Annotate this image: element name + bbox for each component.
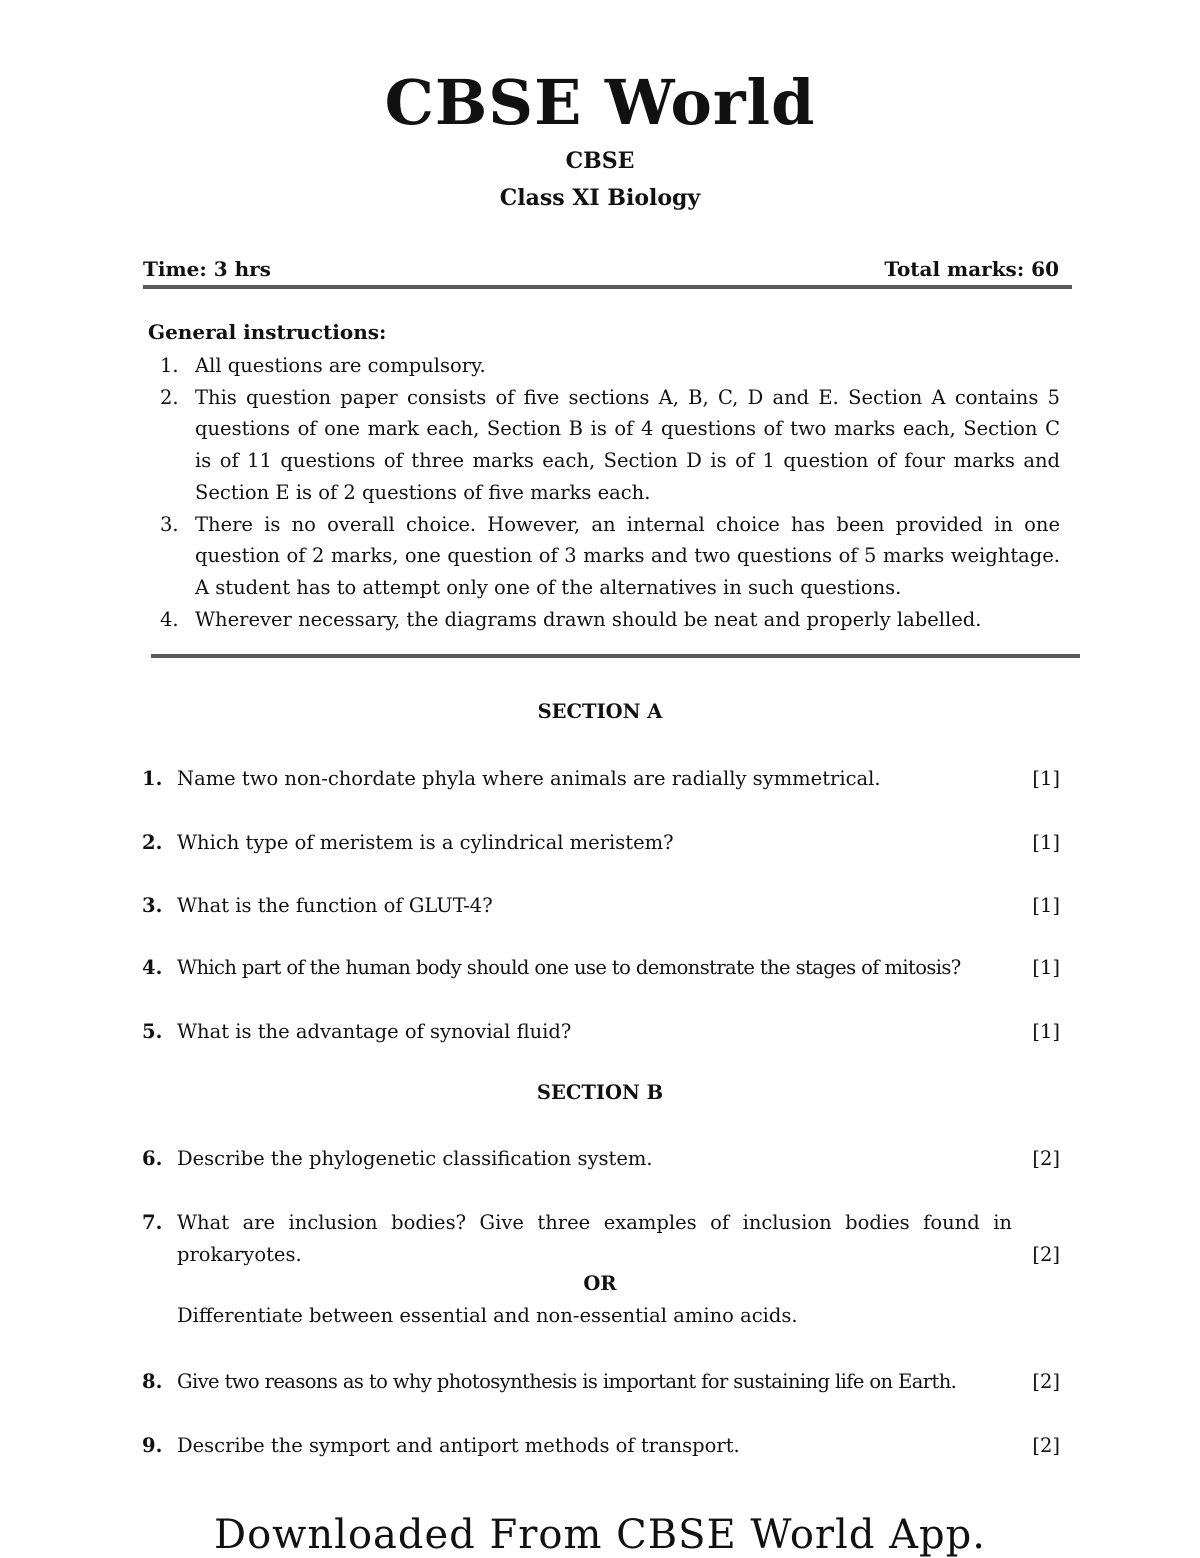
question-marks: [1] (1032, 956, 1060, 979)
instruction-number: 4. (160, 607, 179, 631)
question-marks: [1] (1032, 831, 1060, 854)
question-marks: [2] (1032, 1147, 1060, 1170)
divider (143, 285, 1072, 289)
instruction-text: Wherever necessary, the diagrams drawn should be neat and properly labelled. (195, 607, 982, 631)
question-text: Which type of meristem is a cylindrical meristem? (177, 831, 674, 854)
question-number: 6. (142, 1147, 163, 1170)
instruction-item (158, 382, 1060, 509)
instructions-title: General instructions: (148, 320, 387, 344)
instruction-text: This question paper consists of five sections A, B, C, D and E. Section A contains 5 questions of one mark each, Section B is of 4 questions of two marks each, Section C is of 11 questions of three marks each, Section D is of 1 question of four marks and Section E is of 2 questions of five marks each. (195, 385, 1060, 504)
question-marks: [2] (1032, 1434, 1060, 1457)
question-text: What are inclusion bodies? Give three examples of inclusion bodies found in prokaryotes. (177, 1211, 1012, 1266)
question-item (142, 827, 1060, 859)
instructions-list (158, 350, 1060, 635)
question-item (142, 890, 1060, 922)
time-label: Time: 3 hrs (143, 257, 271, 281)
question-text: Give two reasons as to why photosynthesis is important for sustaining life on Earth. (177, 1370, 957, 1393)
instruction-text: All questions are compulsory. (195, 354, 486, 377)
section-a-heading: SECTION A (537, 700, 663, 723)
board-name: CBSE (565, 148, 635, 174)
question-number: 1. (142, 767, 163, 790)
question-marks: [1] (1032, 767, 1060, 790)
question-item (142, 1430, 1060, 1462)
instruction-item (158, 509, 1060, 604)
question-item (142, 1366, 1060, 1398)
subject-title: Class XI Biology (499, 185, 701, 211)
question-number: 9. (142, 1434, 163, 1457)
question-number: 3. (142, 894, 163, 917)
question-text: What is the function of GLUT-4? (177, 894, 493, 917)
question-item (142, 952, 1060, 984)
alternative-question-text: Differentiate between essential and non-essential amino acids. (177, 1304, 798, 1327)
download-footer: Downloaded From CBSE World App. (214, 1512, 986, 1558)
question-text: Describe the symport and antiport methods of transport. (177, 1434, 740, 1457)
question-marks: [2] (1032, 1243, 1060, 1266)
instruction-item (158, 604, 1060, 636)
question-text: Name two non-chordate phyla where animals are radially symmetrical. (177, 767, 881, 790)
instruction-item (158, 350, 1060, 382)
question-text: Describe the phylogenetic classification system. (177, 1147, 653, 1170)
exam-meta (143, 257, 1059, 281)
question-item (142, 763, 1060, 795)
instruction-number: 2. (160, 385, 179, 409)
question-number: 5. (142, 1020, 163, 1043)
question-marks: [2] (1032, 1370, 1060, 1393)
question-item (142, 1207, 1060, 1271)
divider (151, 654, 1080, 658)
brand-title: CBSE World (384, 66, 816, 139)
question-number: 8. (142, 1370, 163, 1393)
question-number: 7. (142, 1211, 163, 1234)
question-item (142, 1143, 1060, 1175)
question-text: What is the advantage of synovial fluid? (177, 1020, 572, 1043)
question-item (142, 1016, 1060, 1048)
question-number: 2. (142, 831, 163, 854)
instruction-number: 1. (160, 354, 179, 377)
question-marks: [1] (1032, 894, 1060, 917)
question-number: 4. (142, 956, 163, 979)
total-marks-label: Total marks: 60 (884, 257, 1059, 281)
or-label: OR (583, 1272, 617, 1295)
question-text: Which part of the human body should one use to demonstrate the stages of mitosis? (177, 956, 961, 979)
instruction-text: There is no overall choice. However, an internal choice has been provided in one question of 2 marks, one question of 3 marks and two questions of 5 marks weightage. A student has to attempt only one of the alternatives in such questions. (195, 512, 1060, 599)
question-marks: [1] (1032, 1020, 1060, 1043)
instruction-number: 3. (160, 512, 179, 536)
section-b-heading: SECTION B (536, 1081, 664, 1104)
